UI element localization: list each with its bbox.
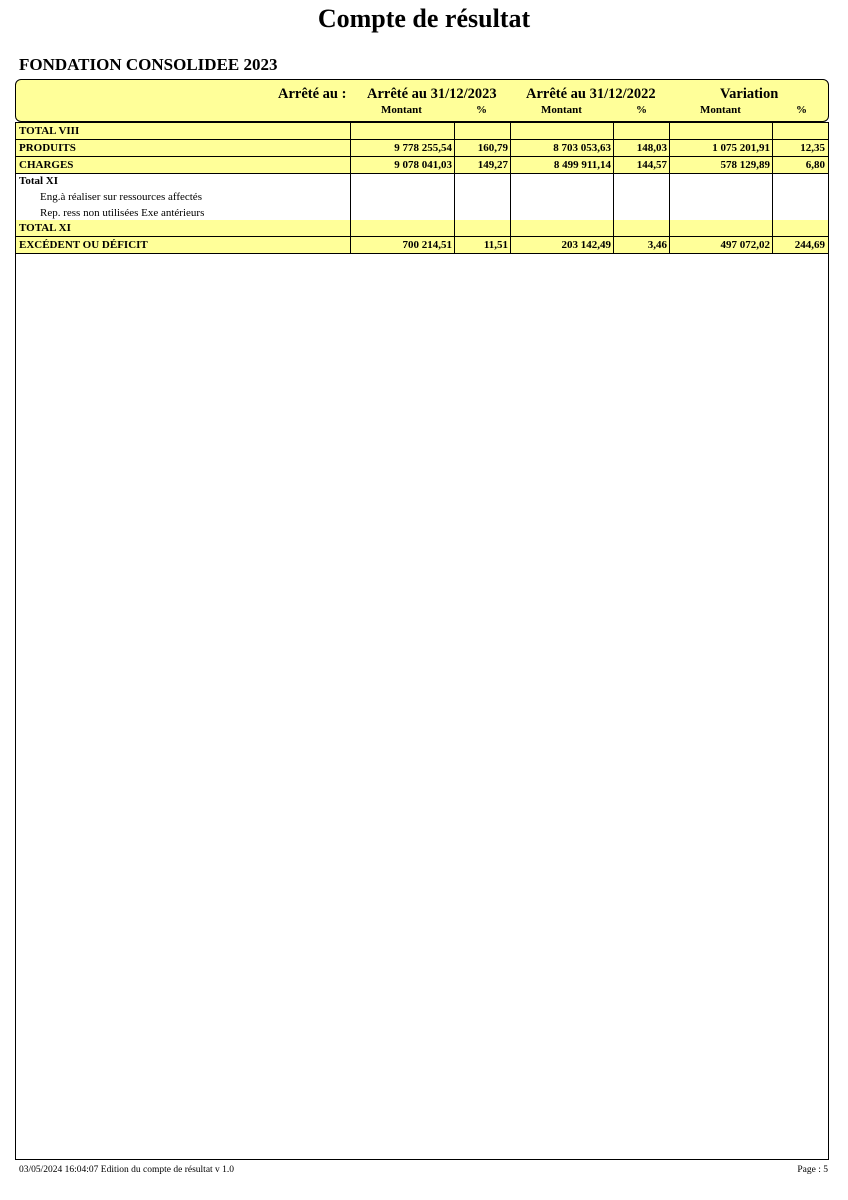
row-label: Rep. ress non utilisées Exe antérieurs xyxy=(40,207,205,219)
pct-header-variation: % xyxy=(796,104,807,116)
pct-header-current: % xyxy=(476,104,487,116)
column-divider xyxy=(772,123,773,253)
montant-header-variation: Montant xyxy=(700,104,741,116)
row-label: CHARGES xyxy=(19,159,74,171)
column-divider xyxy=(669,123,670,253)
amount-variation: 1 075 201,91 xyxy=(712,142,770,154)
amount-variation: 497 072,02 xyxy=(720,239,770,251)
row-label: TOTAL XI xyxy=(19,222,71,234)
column-divider xyxy=(350,123,351,253)
pct-variation: 12,35 xyxy=(800,142,825,154)
pct-previous: 144,57 xyxy=(636,159,667,171)
amount-previous: 8 703 053,63 xyxy=(553,142,611,154)
column-divider xyxy=(510,123,511,253)
column-header xyxy=(15,79,829,122)
page-number: Page : 5 xyxy=(797,1165,828,1175)
row-label: Eng.à réaliser sur ressources affectés xyxy=(40,191,202,203)
column-divider xyxy=(454,123,455,253)
montant-header-current: Montant xyxy=(381,104,422,116)
entity-title: FONDATION CONSOLIDEE 2023 xyxy=(19,55,278,74)
arrete-label: Arrêté au : xyxy=(278,86,347,102)
amount-current: 9 778 255,54 xyxy=(394,142,452,154)
amount-current: 9 078 041,03 xyxy=(394,159,452,171)
result-table xyxy=(15,122,829,1160)
variation-header: Variation xyxy=(720,86,779,102)
table-row xyxy=(16,173,828,189)
amount-previous: 203 142,49 xyxy=(561,239,611,251)
pct-current: 160,79 xyxy=(477,142,508,154)
pct-current: 149,27 xyxy=(477,159,508,171)
table-row xyxy=(16,236,828,254)
table-row xyxy=(16,205,828,221)
row-label: EXCÉDENT OU DÉFICIT xyxy=(19,239,148,251)
table-row xyxy=(16,123,828,140)
pct-variation: 244,69 xyxy=(794,239,825,251)
pct-current: 11,51 xyxy=(483,239,508,251)
row-label: Total XI xyxy=(19,175,59,187)
montant-header-previous: Montant xyxy=(541,104,582,116)
table-row xyxy=(16,220,828,236)
row-label: TOTAL VIII xyxy=(19,125,80,137)
table-row xyxy=(16,140,828,157)
pct-header-previous: % xyxy=(636,104,647,116)
period-previous-header: Arrêté au 31/12/2022 xyxy=(526,86,656,102)
amount-previous: 8 499 911,14 xyxy=(553,159,611,171)
footer-left: 03/05/2024 16:04:07 Edition du compte de résultat v 1.0 xyxy=(19,1165,235,1175)
table-row xyxy=(16,157,828,174)
pct-previous: 3,46 xyxy=(647,239,667,251)
page-title: Compte de résultat xyxy=(317,4,531,33)
table-row xyxy=(16,189,828,205)
pct-variation: 6,80 xyxy=(805,159,825,171)
amount-current: 700 214,51 xyxy=(402,239,452,251)
amount-variation: 578 129,89 xyxy=(720,159,770,171)
period-current-header: Arrêté au 31/12/2023 xyxy=(367,86,497,102)
row-label: PRODUITS xyxy=(19,142,76,154)
pct-previous: 148,03 xyxy=(636,142,667,154)
column-divider xyxy=(613,123,614,253)
